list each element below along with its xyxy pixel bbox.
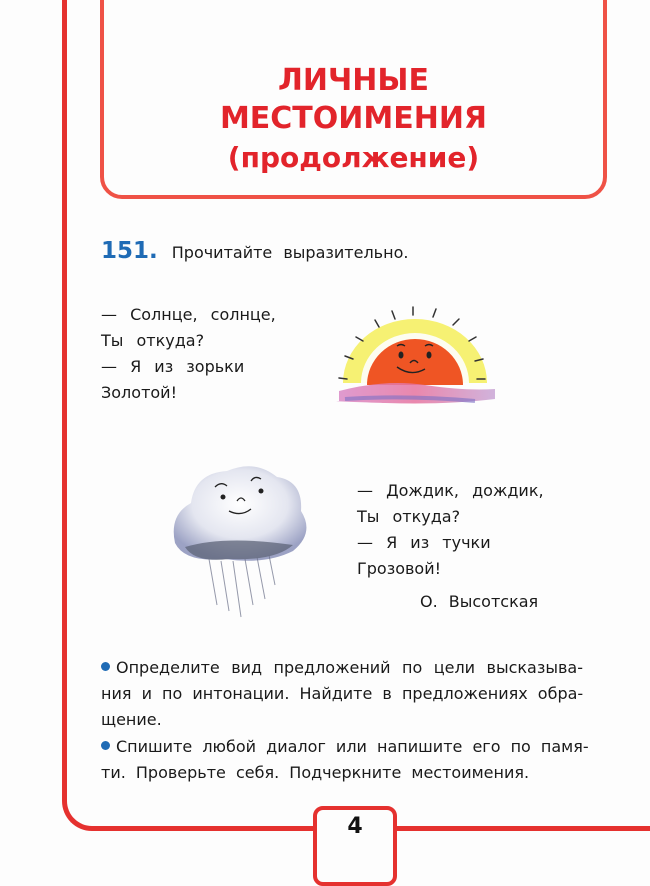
page-frame-left xyxy=(62,0,67,800)
task-text: щение. xyxy=(101,710,162,729)
exercise-instruction: Прочитайте выразительно. xyxy=(171,243,409,262)
page-frame-corner xyxy=(62,780,122,831)
page-frame-bottom-right xyxy=(395,826,650,831)
poem-line: Грозовой! xyxy=(357,559,442,578)
bullet-icon xyxy=(101,662,110,671)
title-subtitle: (продолжение) xyxy=(227,141,480,174)
task-text: Спишите любой диалог или напишите его по памя- xyxy=(116,737,589,756)
poem-line: Ты откуда? xyxy=(357,507,461,526)
poem-line: — Солнце, солнце, xyxy=(101,305,276,324)
rain-cloud-illustration xyxy=(165,455,315,635)
task-text: Определите вид предложений по цели высказыва- xyxy=(116,658,583,677)
title-line-2: МЕСТОИМЕНИЯ xyxy=(219,101,488,136)
poem-line: — Я из зорьки xyxy=(101,357,245,376)
poem-line: Золотой! xyxy=(101,383,177,402)
poem-line: — Я из тучки xyxy=(357,533,491,552)
exercise-header xyxy=(101,238,408,264)
page-frame-bottom-left xyxy=(110,826,315,831)
task-1 xyxy=(101,655,583,733)
exercise-number: 151. xyxy=(101,238,158,264)
task-2 xyxy=(101,734,589,786)
title-line-1: ЛИЧНЫЕ xyxy=(278,63,429,98)
sun-illustration xyxy=(325,295,505,410)
page-number-box xyxy=(313,806,397,886)
task-text: ти. Проверьте себя. Подчеркните местоимения. xyxy=(101,763,530,782)
poem-sun xyxy=(101,302,276,406)
task-text: ния и по интонации. Найдите в предложениях обра- xyxy=(101,684,584,703)
poem-author: О. Высотская xyxy=(420,592,539,611)
page-number: 4 xyxy=(347,814,363,839)
bullet-icon xyxy=(101,741,110,750)
poem-rain xyxy=(357,478,544,582)
title-box xyxy=(100,0,607,199)
poem-line: Ты откуда? xyxy=(101,331,205,350)
poem-line: — Дождик, дождик, xyxy=(357,481,544,500)
